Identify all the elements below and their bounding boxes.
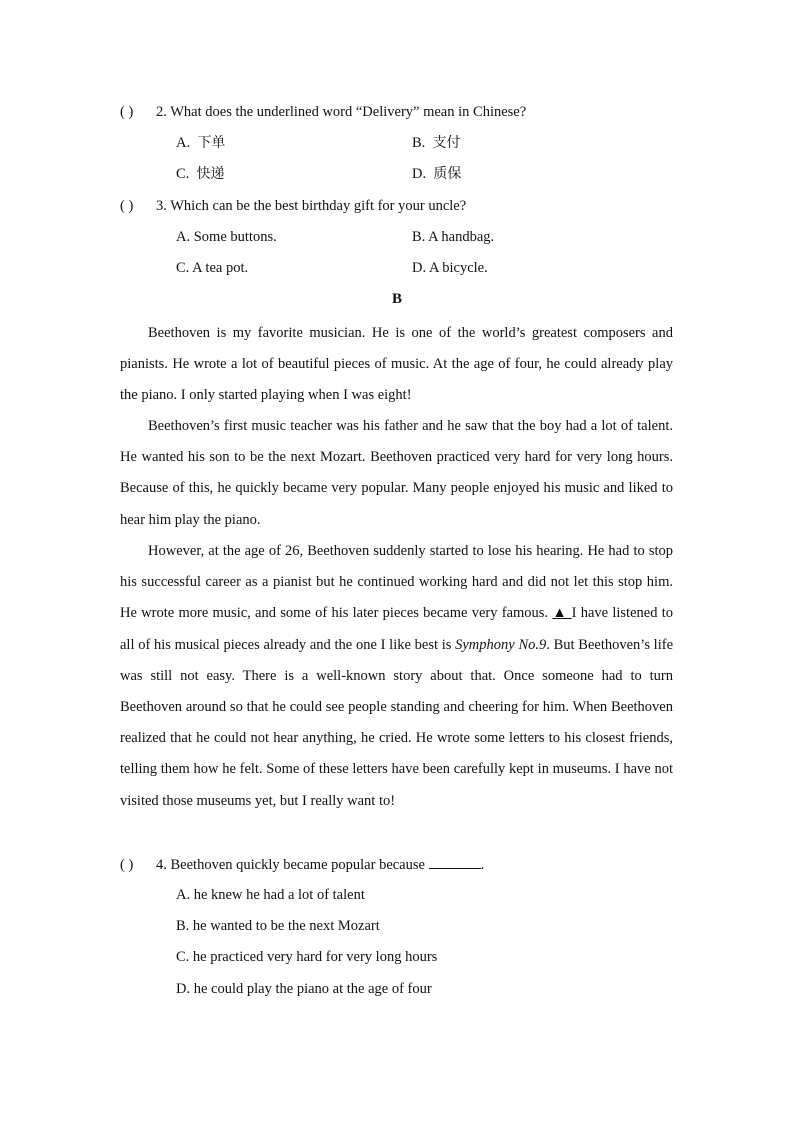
answer-bracket: ( ) <box>120 857 134 873</box>
question-3 <box>120 196 466 216</box>
answer-bracket: ( ) <box>120 198 134 214</box>
question-4: ( ) 4. Beethoven quickly became popular because . <box>120 854 484 875</box>
paragraph-1: Beethoven is my favorite musician. He is one of the world’s greatest composers and pianists. He wrote a lot of beautiful pieces of music. At the age of four, he could already play the piano. I only started playing when I was eight! <box>120 325 673 404</box>
option-b: B. A handbag. <box>412 229 495 245</box>
option-a: A. 下单 <box>176 135 226 151</box>
section-heading: B <box>391 291 402 307</box>
work-title: Symphony No.9 <box>455 636 547 653</box>
paragraph-2: Beethoven’s first music teacher was his father and he saw that the boy had a lot of talent. He wanted his son to be the next Mozart. Beethoven practiced very hard for very long hours. Because of this, he quickly became very popular. Many people enjoyed his music and liked to hear him play the piano. <box>120 418 673 528</box>
question-stem: 4. Beethoven quickly became popular because <box>156 857 425 873</box>
answer-bracket: ( ) <box>120 104 134 120</box>
question-stem: 3. Which can be the best birthday gift for your uncle? <box>156 198 467 214</box>
question-stem: 2. What does the underlined word “Delivery” mean in Chinese? <box>156 104 527 120</box>
answer-blank <box>429 854 481 869</box>
question-2 <box>120 102 526 122</box>
blank-marker: ▲ <box>552 605 572 622</box>
option-d: D. A bicycle. <box>412 260 488 276</box>
paragraph-3: However, at the age of 26, Beethoven suddenly started to lose his hearing. He had to stop his successful career as a pianist but he continued working hard and did not let this stop him. He wrote more music, and some of his later pieces became very famous. ▲ I have listened to all of his musical pieces already and the one I like best is Symphony No.9. But Beethoven’s life was still not easy. There is a well-known story about that. Once someone had to turn Beethoven around so that he could see people standing and cheering for him. When Beethoven realized that he could not hear anything, he cried. He wrote some letters to his closest friends, telling them how he felt. Some of these letters have been carefully kept in museums. I have not visited those museums yet, but I really want to! <box>120 543 674 809</box>
option-b: B. he wanted to be the next Mozart <box>176 918 380 934</box>
option-b: B. 支付 <box>412 135 461 151</box>
option-c: C. 快递 <box>176 166 225 182</box>
option-a: A. Some buttons. <box>176 229 277 245</box>
option-a: A. he knew he had a lot of talent <box>176 887 365 903</box>
option-d: D. 质保 <box>412 166 462 182</box>
option-c: C. A tea pot. <box>176 260 249 276</box>
option-c: C. he practiced very hard for very long hours <box>176 949 438 965</box>
option-d: D. he could play the piano at the age of four <box>176 981 432 997</box>
